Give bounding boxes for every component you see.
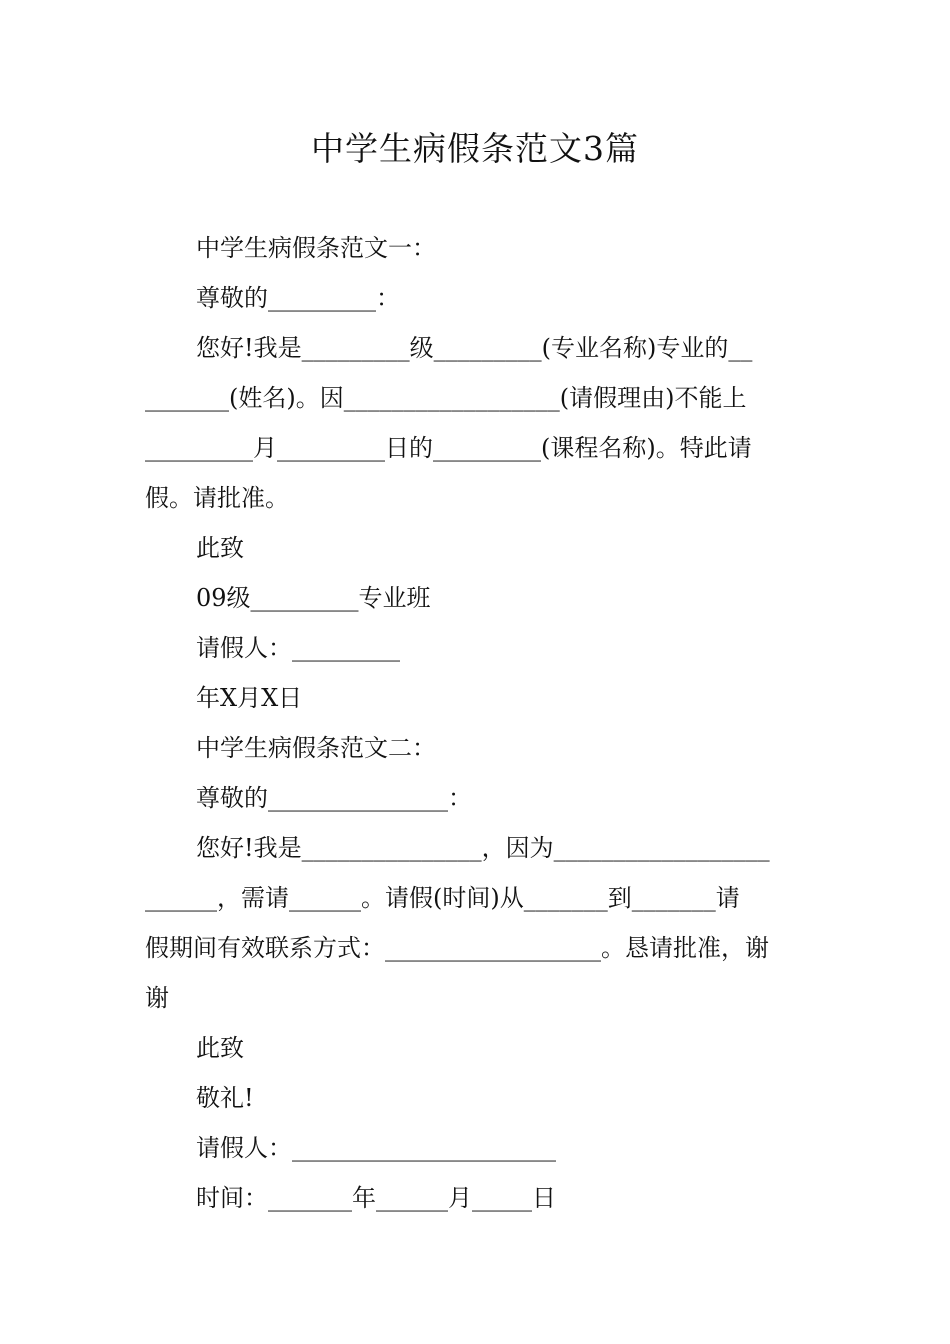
body-line: 假期间有效联系方式：__________________。恳请批准，谢 — [145, 934, 769, 962]
regards-line: 敬礼! — [196, 1084, 254, 1112]
salutation: 尊敬的_________： — [196, 284, 400, 312]
signature-line: 请假人：______________________ — [196, 1134, 556, 1162]
body-line: _______(姓名)。因__________________(请假理由)不能上 — [145, 384, 747, 412]
salutation: 尊敬的_______________： — [196, 784, 472, 812]
body-line: 您好!我是_________级_________(专业名称)专业的__ — [196, 334, 753, 362]
closing-line: 此致 — [196, 534, 244, 562]
date-line: 年X月X日 — [196, 684, 303, 712]
closing-line: 此致 — [196, 1034, 244, 1062]
body-line: 假。请批准。 — [145, 484, 289, 512]
body-line: 谢 — [145, 984, 169, 1012]
section-heading-two: 中学生病假条范文二： — [196, 734, 436, 762]
date-line: 时间：_______年______月_____日 — [196, 1184, 556, 1212]
section-heading-one: 中学生病假条范文一： — [196, 234, 436, 262]
body-line: 您好!我是_______________，因为__________________ — [196, 834, 770, 862]
document-title: 中学生病假条范文3篇 — [311, 129, 639, 168]
body-line: ______，需请______。请假(时间)从_______到_______请 — [145, 884, 740, 912]
class-line: 09级_________专业班 — [196, 584, 431, 612]
signature-line: 请假人：_________ — [196, 634, 400, 662]
body-line: _________月_________日的_________(课程名称)。特此请 — [145, 434, 752, 462]
